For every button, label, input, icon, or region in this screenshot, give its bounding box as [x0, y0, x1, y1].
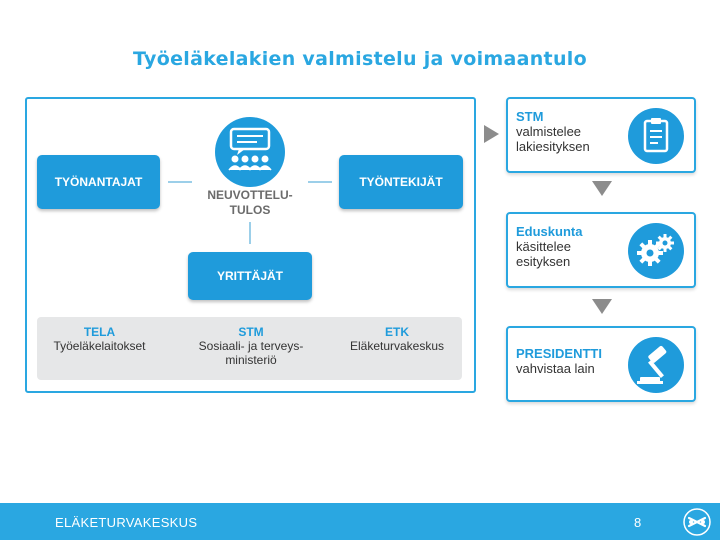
step-heading: PRESIDENTTI [516, 346, 602, 361]
org-abbr: ETK [385, 325, 409, 339]
step-line2: lakiesityksen [516, 139, 590, 154]
page-number: 8 [634, 515, 642, 530]
step-line2: esityksen [516, 254, 571, 269]
negotiation-line2: TULOS [229, 203, 271, 217]
etk-logo-icon [683, 508, 711, 536]
slide-title: Työeläkelakien valmistelu ja voimaantulo [133, 48, 587, 70]
gears-icon [628, 223, 684, 279]
step-line1: vahvistaa lain [516, 361, 595, 376]
org-etk [334, 325, 460, 353]
connector-employers [168, 181, 192, 183]
org-name: Sosiaali- ja terveys- [198, 339, 304, 353]
step-stm [506, 97, 696, 173]
employers-box: TYÖNANTAJAT [37, 155, 160, 209]
gavel-icon [628, 337, 684, 393]
org-abbr: TELA [83, 325, 116, 339]
entrepreneurs-box: YRITTÄJÄT [188, 252, 312, 300]
clipboard-icon [628, 108, 684, 164]
arrow-down-icon [592, 299, 612, 314]
step-line1: valmistelee [516, 124, 582, 139]
step-presidentti [506, 326, 696, 402]
org-name: Työeläkelaitokset [53, 339, 146, 353]
connector-entrepreneurs [249, 222, 251, 244]
org-stm [178, 325, 324, 367]
step-heading: Eduskunta [516, 224, 583, 239]
arrow-right-icon [484, 125, 499, 143]
arrow-down-icon [592, 181, 612, 196]
org-name-line2: ministeriö [225, 353, 277, 367]
step-eduskunta [506, 212, 696, 288]
connector-employees [308, 181, 332, 183]
negotiation-result [195, 188, 305, 218]
org-tela [37, 325, 162, 353]
negotiation-line1: NEUVOTTELU- [207, 188, 293, 202]
employees-box: TYÖNTEKIJÄT [339, 155, 463, 209]
org-abbr: STM [238, 325, 264, 339]
step-line1: käsittelee [516, 239, 571, 254]
org-name: Eläketurvakeskus [349, 339, 445, 353]
meeting-icon [215, 117, 285, 187]
footer-brand: ELÄKETURVAKESKUS [55, 515, 198, 530]
step-heading: STM [516, 109, 544, 124]
